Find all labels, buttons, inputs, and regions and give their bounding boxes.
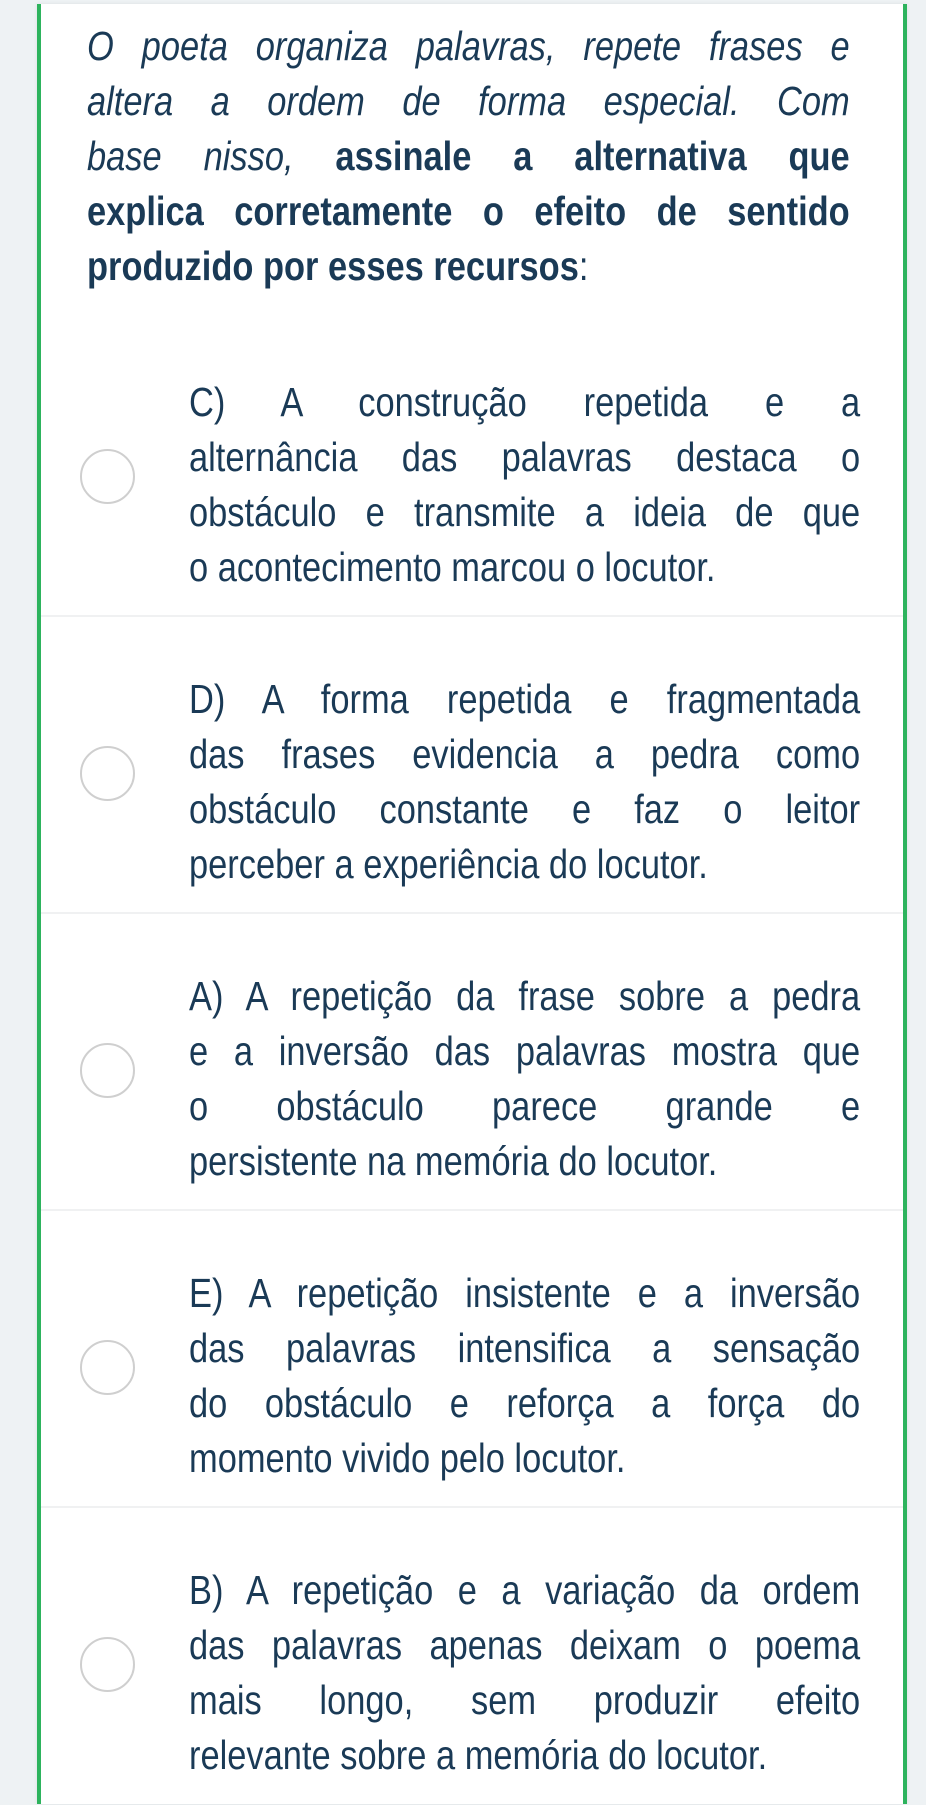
option-a[interactable] — [41, 914, 903, 1211]
option-line: D) A forma repetida e fragmentada — [189, 676, 861, 722]
question-line — [87, 239, 850, 294]
question-line — [87, 19, 850, 74]
radio-button[interactable] — [80, 1340, 135, 1395]
option-line: A) A repetição da frase sobre a pedra — [189, 973, 861, 1019]
option-line: obstáculo constante e faz o leitor — [189, 786, 861, 832]
option-text — [189, 1563, 860, 1783]
option-text — [189, 969, 860, 1189]
question-text-italic: altera a ordem de forma especial. Com — [87, 78, 850, 124]
option-line: o obstáculo parece grande e — [189, 1083, 861, 1129]
option-line: mais longo, sem produzir efeito — [189, 1677, 861, 1723]
question-text-bold: explica corretamente o efeito de sentido — [87, 188, 850, 234]
question-text-italic: base nisso, — [87, 133, 336, 179]
option-text — [189, 672, 860, 892]
question-text-bold: assinale a alternativa que — [335, 133, 850, 179]
option-line: do obstáculo e reforça a força do — [189, 1380, 861, 1426]
option-line: E) A repetição insistente e a inversão — [189, 1270, 861, 1316]
option-d[interactable] — [41, 617, 903, 914]
option-line: B) A repetição e a variação da ordem — [189, 1567, 861, 1613]
question-card — [37, 4, 907, 1804]
option-text — [189, 1266, 860, 1486]
option-text — [189, 375, 860, 595]
option-line: das frases evidencia a pedra como — [189, 731, 861, 777]
radio-button[interactable] — [80, 1637, 135, 1692]
option-e[interactable] — [41, 1211, 903, 1508]
question-text-bold: produzido por esses recursos — [87, 243, 579, 289]
option-c[interactable] — [41, 320, 903, 617]
question-text — [87, 19, 850, 294]
radio-button[interactable] — [80, 746, 135, 801]
option-line: o acontecimento marcou o locutor. — [189, 544, 716, 590]
option-line: relevante sobre a memória do locutor. — [189, 1732, 768, 1778]
option-line: e a inversão das palavras mostra que — [189, 1028, 861, 1074]
question-line — [87, 74, 850, 129]
question-line — [87, 129, 850, 184]
radio-button[interactable] — [80, 449, 135, 504]
question-text-italic: O poeta organiza palavras, repete frases e — [87, 23, 850, 69]
option-line: C) A construção repetida e a — [189, 379, 861, 425]
radio-button[interactable] — [80, 1043, 135, 1098]
option-line: persistente na memória do locutor. — [189, 1138, 718, 1184]
option-line: alternância das palavras destaca o — [189, 434, 861, 480]
option-line: momento vivido pelo locutor. — [189, 1435, 626, 1481]
option-line: das palavras apenas deixam o poema — [189, 1622, 861, 1668]
question-line — [87, 184, 850, 239]
option-b[interactable] — [41, 1508, 903, 1805]
option-line: perceber a experiência do locutor. — [189, 841, 708, 887]
option-line: das palavras intensifica a sensação — [189, 1325, 861, 1371]
option-line: obstáculo e transmite a ideia de que — [189, 489, 861, 535]
question-colon: : — [578, 243, 589, 289]
